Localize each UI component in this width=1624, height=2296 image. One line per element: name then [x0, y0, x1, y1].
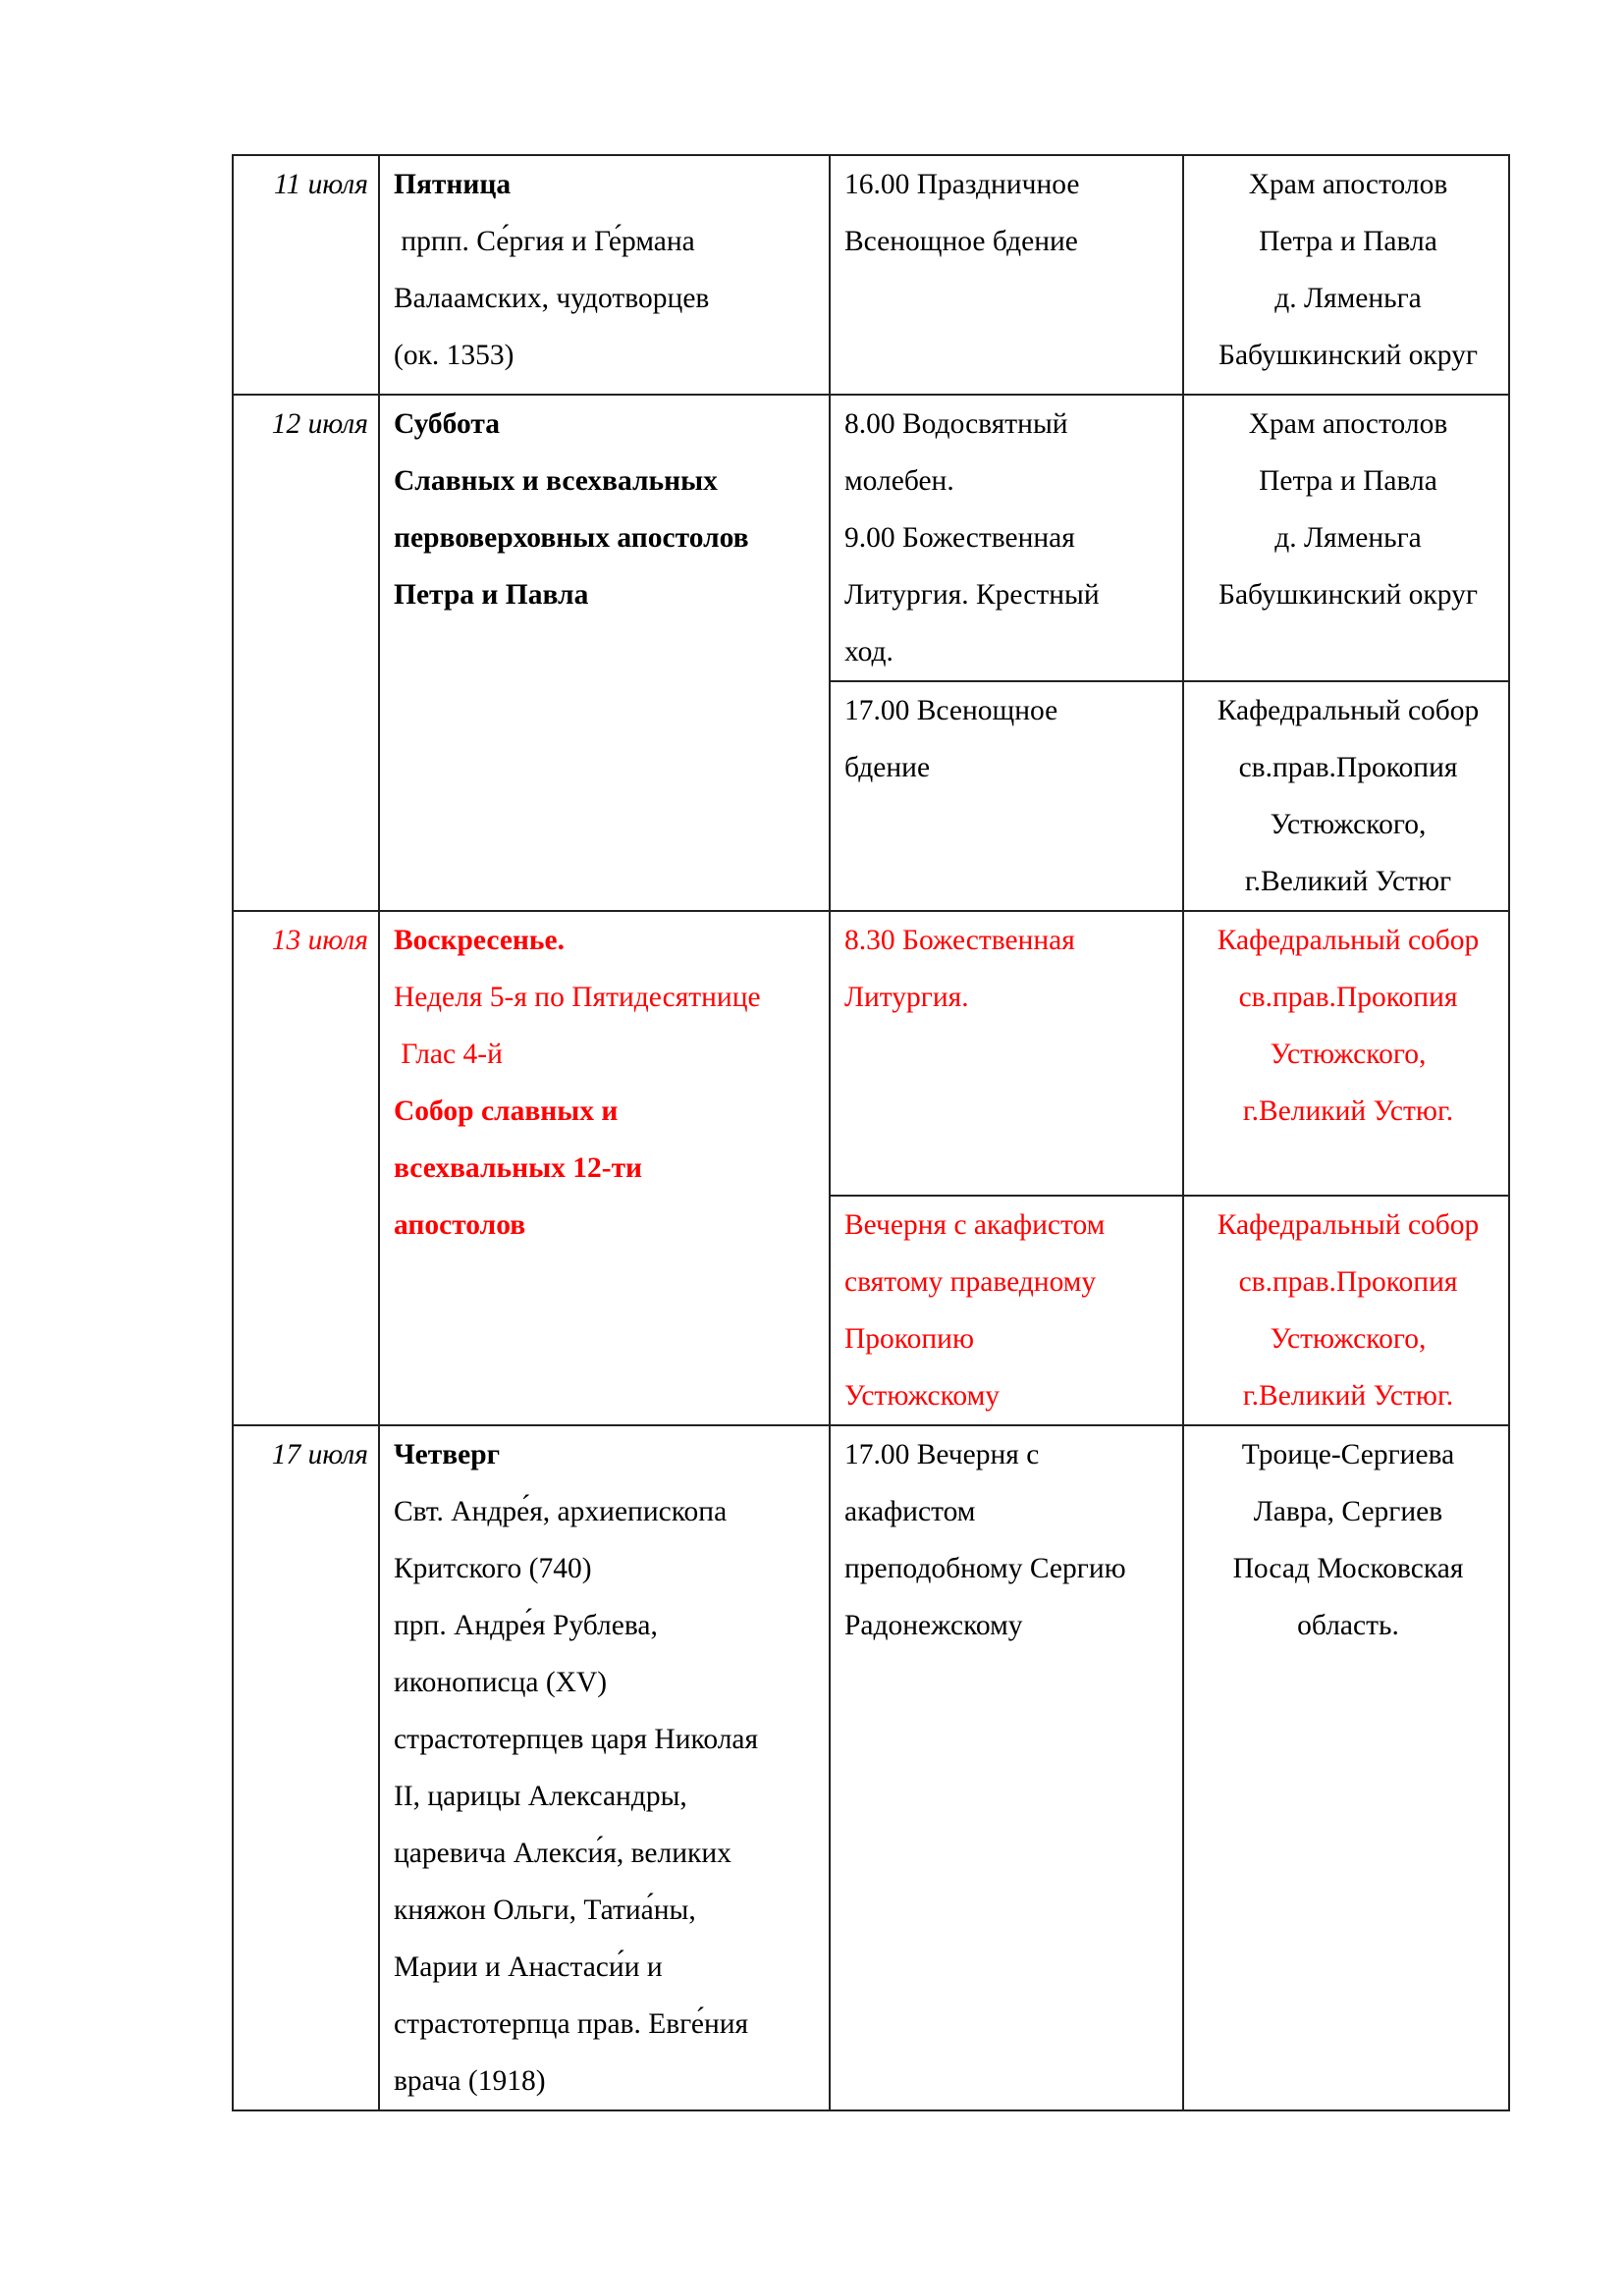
service-line: 8.30 Божественная: [844, 925, 1075, 956]
service-line: 16.00 Праздничное: [844, 169, 1080, 200]
place-line: Лавра, Сергиев: [1253, 1496, 1443, 1527]
table-row: [233, 155, 1509, 395]
weekday: Четверг: [394, 1439, 501, 1470]
service-line: 17.00 Вечерня с: [844, 1439, 1040, 1470]
feast-line: Глас 4-й: [394, 1039, 503, 1070]
service-line: бдение: [844, 752, 931, 783]
place-line: Петра и Павла: [1259, 226, 1437, 257]
place-line: г.Великий Устюг: [1244, 866, 1452, 897]
feast-line: царевича Алекси́я, великих: [394, 1838, 731, 1869]
place-line: Храм апостолов: [1248, 408, 1448, 440]
feast-line: Валаамских, чудотворцев: [394, 283, 710, 314]
place-line: Устюжского,: [1270, 809, 1427, 840]
feast-line: II, царицы Александры,: [394, 1781, 687, 1812]
weekday: Суббота: [394, 408, 501, 440]
service-cell: [830, 1425, 1183, 2110]
service-cell: [830, 911, 1183, 1196]
place-line: д. Ляменьга: [1274, 522, 1422, 554]
place-cell: [1183, 155, 1509, 395]
place-line: область.: [1297, 1610, 1399, 1641]
place-cell: [1183, 1196, 1509, 1425]
feast-line: апостолов: [394, 1209, 526, 1241]
place-cell: [1183, 395, 1509, 681]
feast-line: прп. Андре́я Рублева,: [394, 1610, 658, 1641]
feast-line: страстотерпцев царя Николая: [394, 1724, 759, 1755]
place-line: Бабушкинский округ: [1218, 340, 1478, 371]
place-line: Троице-Сергиева: [1241, 1439, 1455, 1470]
place-cell: [1183, 1425, 1509, 2110]
place-line: Храм апостолов: [1248, 169, 1448, 200]
service-line: акафистом: [844, 1496, 976, 1527]
service-line: Вечерня с акафистом: [844, 1209, 1106, 1241]
date: 13 июля: [271, 925, 368, 956]
weekday: Воскресенье.: [394, 925, 565, 956]
schedule-table: [232, 154, 1510, 2111]
service-line: ход.: [844, 636, 893, 667]
feast-cell: [379, 911, 830, 1425]
service-cell: [830, 395, 1183, 681]
feast-line: иконописца (XV): [394, 1667, 608, 1698]
place-cell: [1183, 911, 1509, 1196]
table-row: [233, 911, 1509, 1196]
service-cell: [830, 155, 1183, 395]
place-line: Посад Московская: [1232, 1553, 1464, 1584]
feast-line: первоверховных апостолов: [394, 522, 749, 554]
feast-line: врача (1918): [394, 2065, 546, 2097]
date-cell: [233, 911, 379, 1425]
service-line: Устюжскому: [844, 1380, 1001, 1412]
place-line: св.прав.Прокопия: [1238, 982, 1458, 1013]
place-line: г.Великий Устюг.: [1242, 1095, 1454, 1127]
place-line: Кафедральный собор: [1217, 1209, 1480, 1241]
place-line: д. Ляменьга: [1274, 283, 1422, 314]
feast-line: Неделя 5-я по Пятидесятнице: [394, 982, 761, 1013]
service-line: 9.00 Божественная: [844, 522, 1075, 554]
feast-cell: [379, 395, 830, 911]
feast-line: Славных и всехвальных: [394, 465, 718, 497]
service-line: Литургия.: [844, 982, 969, 1013]
place-line: Устюжского,: [1270, 1323, 1427, 1355]
place-line: Кафедральный собор: [1217, 925, 1480, 956]
place-line: Бабушкинский округ: [1218, 579, 1478, 611]
date-cell: [233, 155, 379, 395]
service-line: Прокопию: [844, 1323, 975, 1355]
weekday: Пятница: [394, 169, 512, 200]
date: 17 июля: [271, 1439, 368, 1470]
service-line: Радонежскому: [844, 1610, 1023, 1641]
feast-line: Марии и Анастаси́и и: [394, 1951, 663, 1983]
service-line: 17.00 Всенощное: [844, 695, 1058, 726]
table-row: [233, 1425, 1509, 2110]
feast-cell: [379, 155, 830, 395]
feast-cell: [379, 1425, 830, 2110]
service-line: Всенощное бдение: [844, 226, 1078, 257]
place-line: св.прав.Прокопия: [1238, 1266, 1458, 1298]
service-line: молебен.: [844, 465, 954, 497]
feast-line: страстотерпца прав. Евге́ния: [394, 2008, 749, 2040]
feast-line: княжон Ольги, Татиа́ны,: [394, 1895, 696, 1926]
place-line: св.прав.Прокопия: [1238, 752, 1458, 783]
place-line: Петра и Павла: [1259, 465, 1437, 497]
service-line: преподобному Сергию: [844, 1553, 1126, 1584]
date-cell: [233, 395, 379, 911]
feast-line: всехвальных 12-ти: [394, 1152, 643, 1184]
service-cell: [830, 1196, 1183, 1425]
feast-line: (ок. 1353): [394, 340, 514, 371]
date: 11 июля: [273, 169, 368, 200]
date: 12 июля: [271, 408, 368, 440]
place-line: Устюжского,: [1270, 1039, 1427, 1070]
feast-line: Свт. Андре́я, архиепископа: [394, 1496, 728, 1527]
service-line: Литургия. Крестный: [844, 579, 1100, 611]
place-line: Кафедральный собор: [1217, 695, 1480, 726]
place-line: г.Великий Устюг.: [1242, 1380, 1454, 1412]
service-line: святому праведному: [844, 1266, 1097, 1298]
date-cell: [233, 1425, 379, 2110]
service-cell: [830, 681, 1183, 911]
feast-line: Собор славных и: [394, 1095, 619, 1127]
feast-line: Критского (740): [394, 1553, 592, 1584]
place-cell: [1183, 681, 1509, 911]
feast-line: прпп. Се́ргия и Ге́рмана: [394, 226, 695, 257]
feast-line: Петра и Павла: [394, 579, 589, 611]
table-row: [233, 395, 1509, 681]
service-line: 8.00 Водосвятный: [844, 408, 1068, 440]
